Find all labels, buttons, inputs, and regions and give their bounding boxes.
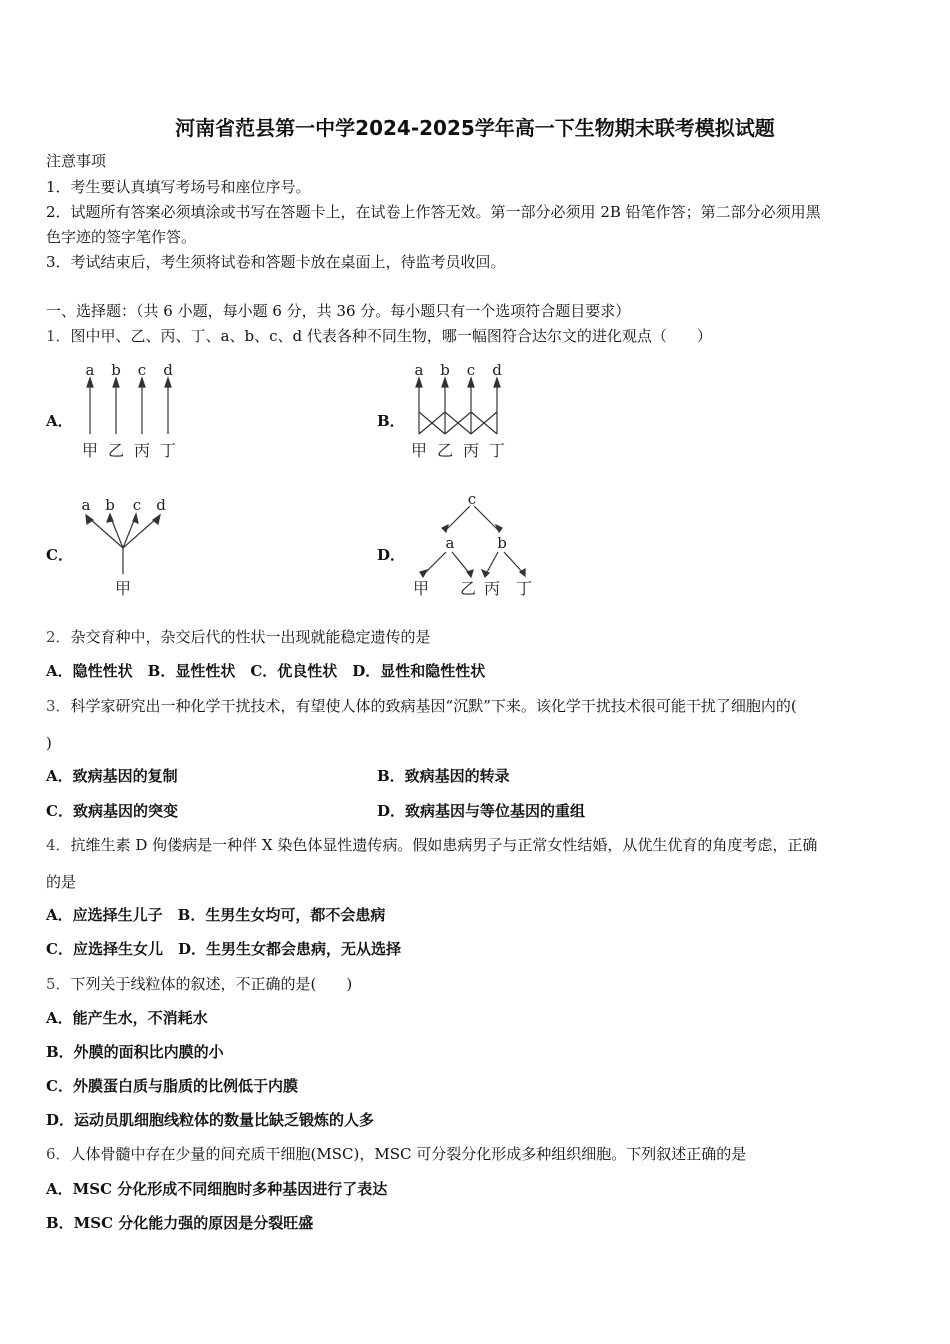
page-title: 河南省范县第一中学2024-2025学年高一下生物期末联考模拟试题: [175, 116, 775, 140]
species-label: a: [85, 361, 95, 379]
option-a: A．MSC 分化形成不同细胞时多种基因进行了表达: [46, 1180, 388, 1198]
ancestor-label: 丁: [488, 441, 506, 460]
diagram-a: [78, 360, 188, 465]
species-label: c: [466, 361, 476, 379]
option-d: D．致病基因与等位基因的重组: [377, 802, 586, 820]
question-number: 2．: [46, 628, 71, 646]
species-label: b: [440, 361, 450, 379]
option-c-label: C．: [46, 546, 73, 564]
ancestor-label: 乙: [459, 579, 477, 598]
ancestor-label: 甲: [412, 579, 430, 598]
species-label: a: [414, 361, 424, 379]
arrow-head: [113, 378, 119, 387]
question-2: [46, 627, 431, 647]
question-stem: 抗维生素 D 佝偻病是一种伴 X 染色体显性遗传病。假如患病男子与正常女性结婚，从优生优育的角度考虑，正确: [70, 836, 818, 854]
question-stem: 图中甲、乙、丙、丁、a、b、c、d 代表各种不同生物，哪一幅图符合达尔文的进化观点（ ）: [70, 327, 712, 345]
ancestor-label: 丙: [133, 441, 151, 460]
ancestor-label: 丁: [159, 441, 177, 460]
question-stem-cont: ): [46, 734, 52, 752]
species-label: a: [445, 534, 455, 552]
option-d: D．运动员肌细胞线粒体的数量比缺乏锻炼的人多: [46, 1111, 375, 1129]
ancestor-label: 丁: [515, 579, 533, 598]
species-label: c: [467, 490, 477, 508]
ancestor-label: 甲: [81, 441, 99, 460]
arrow-head: [139, 378, 145, 387]
option-c: C．致病基因的突变: [46, 802, 178, 820]
ancestor-label: 乙: [436, 441, 454, 460]
question-stem: 杂交育种中，杂交后代的性状一出现就能稳定遗传的是: [70, 628, 431, 646]
species-label: d: [492, 361, 502, 379]
species-label: b: [105, 496, 115, 514]
option-c: C．外膜蛋白质与脂质的比例低于内膜: [46, 1077, 298, 1095]
question-number: 6．: [46, 1145, 71, 1163]
question-stem-cont: 的是: [46, 873, 77, 891]
species-label: d: [156, 496, 166, 514]
options-line: A．隐性性状 B．显性性状 C．优良性状 D．显性和隐性性状: [46, 662, 486, 680]
option-a-label: A．: [46, 412, 73, 430]
question-4: [46, 835, 817, 855]
options-line: A．应选择生儿子 B．生男生女均可，都不会患病: [46, 906, 386, 924]
options-line: C．应选择生女儿 D．生男生女都会患病，无从选择: [46, 940, 401, 958]
notice-item: 2．试题所有答案必须填涂或书写在答题卡上，在试卷上作答无效。第一部分必须用 2B 铅笔作答；第二部分必须用黑: [46, 203, 821, 221]
diagram-c: [75, 494, 185, 604]
question-number: 3．: [46, 697, 71, 715]
species-label: c: [132, 496, 142, 514]
question-number: 4．: [46, 836, 71, 854]
question-number: 5．: [46, 975, 71, 993]
question-number: 1．: [46, 327, 71, 345]
species-label: c: [137, 361, 147, 379]
arrow-head: [165, 378, 171, 387]
species-label: b: [111, 361, 121, 379]
option-b: B．致病基因的转录: [377, 767, 510, 785]
option-d-label: D．: [377, 546, 406, 564]
ancestor-label: 甲: [410, 441, 428, 460]
option-a: A．致病基因的复制: [46, 767, 178, 785]
section-heading: 一、选择题：（共 6 小题，每小题 6 分，共 36 分。每小题只有一个选项符合题目要求）: [46, 302, 631, 320]
diagram-d: [408, 490, 538, 605]
ancestor-label: 甲: [114, 579, 132, 598]
ancestor-label: 乙: [107, 441, 125, 460]
question-stem: 下列关于线粒体的叙述，不正确的是( ): [70, 975, 353, 993]
diagram-b: [407, 360, 517, 465]
question-6: [46, 1144, 746, 1164]
ancestor-label: 丙: [462, 441, 480, 460]
question-stem: 科学家研究出一种化学干扰技术，有望使人体的致病基因“沉默”下来。该化学干扰技术很可能干扰了细胞内的(: [70, 697, 797, 715]
ancestor-label: 丙: [483, 579, 501, 598]
notice-item: 1．考生要认真填写考场号和座位序号。: [46, 178, 311, 196]
question-1: [46, 326, 712, 346]
option-a: A．能产生水，不消耗水: [46, 1009, 208, 1027]
notice-heading: 注意事项: [46, 152, 107, 170]
question-5: [46, 974, 352, 994]
option-b: B．MSC 分化能力强的原因是分裂旺盛: [46, 1214, 314, 1232]
question-3: [46, 696, 797, 716]
species-label: d: [163, 361, 173, 379]
species-label: a: [81, 496, 91, 514]
notice-item: 3．考试结束后，考生须将试卷和答题卡放在桌面上，待监考员收回。: [46, 253, 506, 271]
arrow-head: [87, 378, 93, 387]
notice-item: 色字迹的签字笔作答。: [46, 228, 197, 246]
option-b-label: B．: [377, 412, 405, 430]
question-stem: 人体骨髓中存在少量的间充质干细胞(MSC)，MSC 可分裂分化形成多种组织细胞。下列叙述正确的是: [70, 1145, 747, 1163]
species-label: b: [497, 534, 507, 552]
option-b: B．外膜的面积比内膜的小: [46, 1043, 224, 1061]
